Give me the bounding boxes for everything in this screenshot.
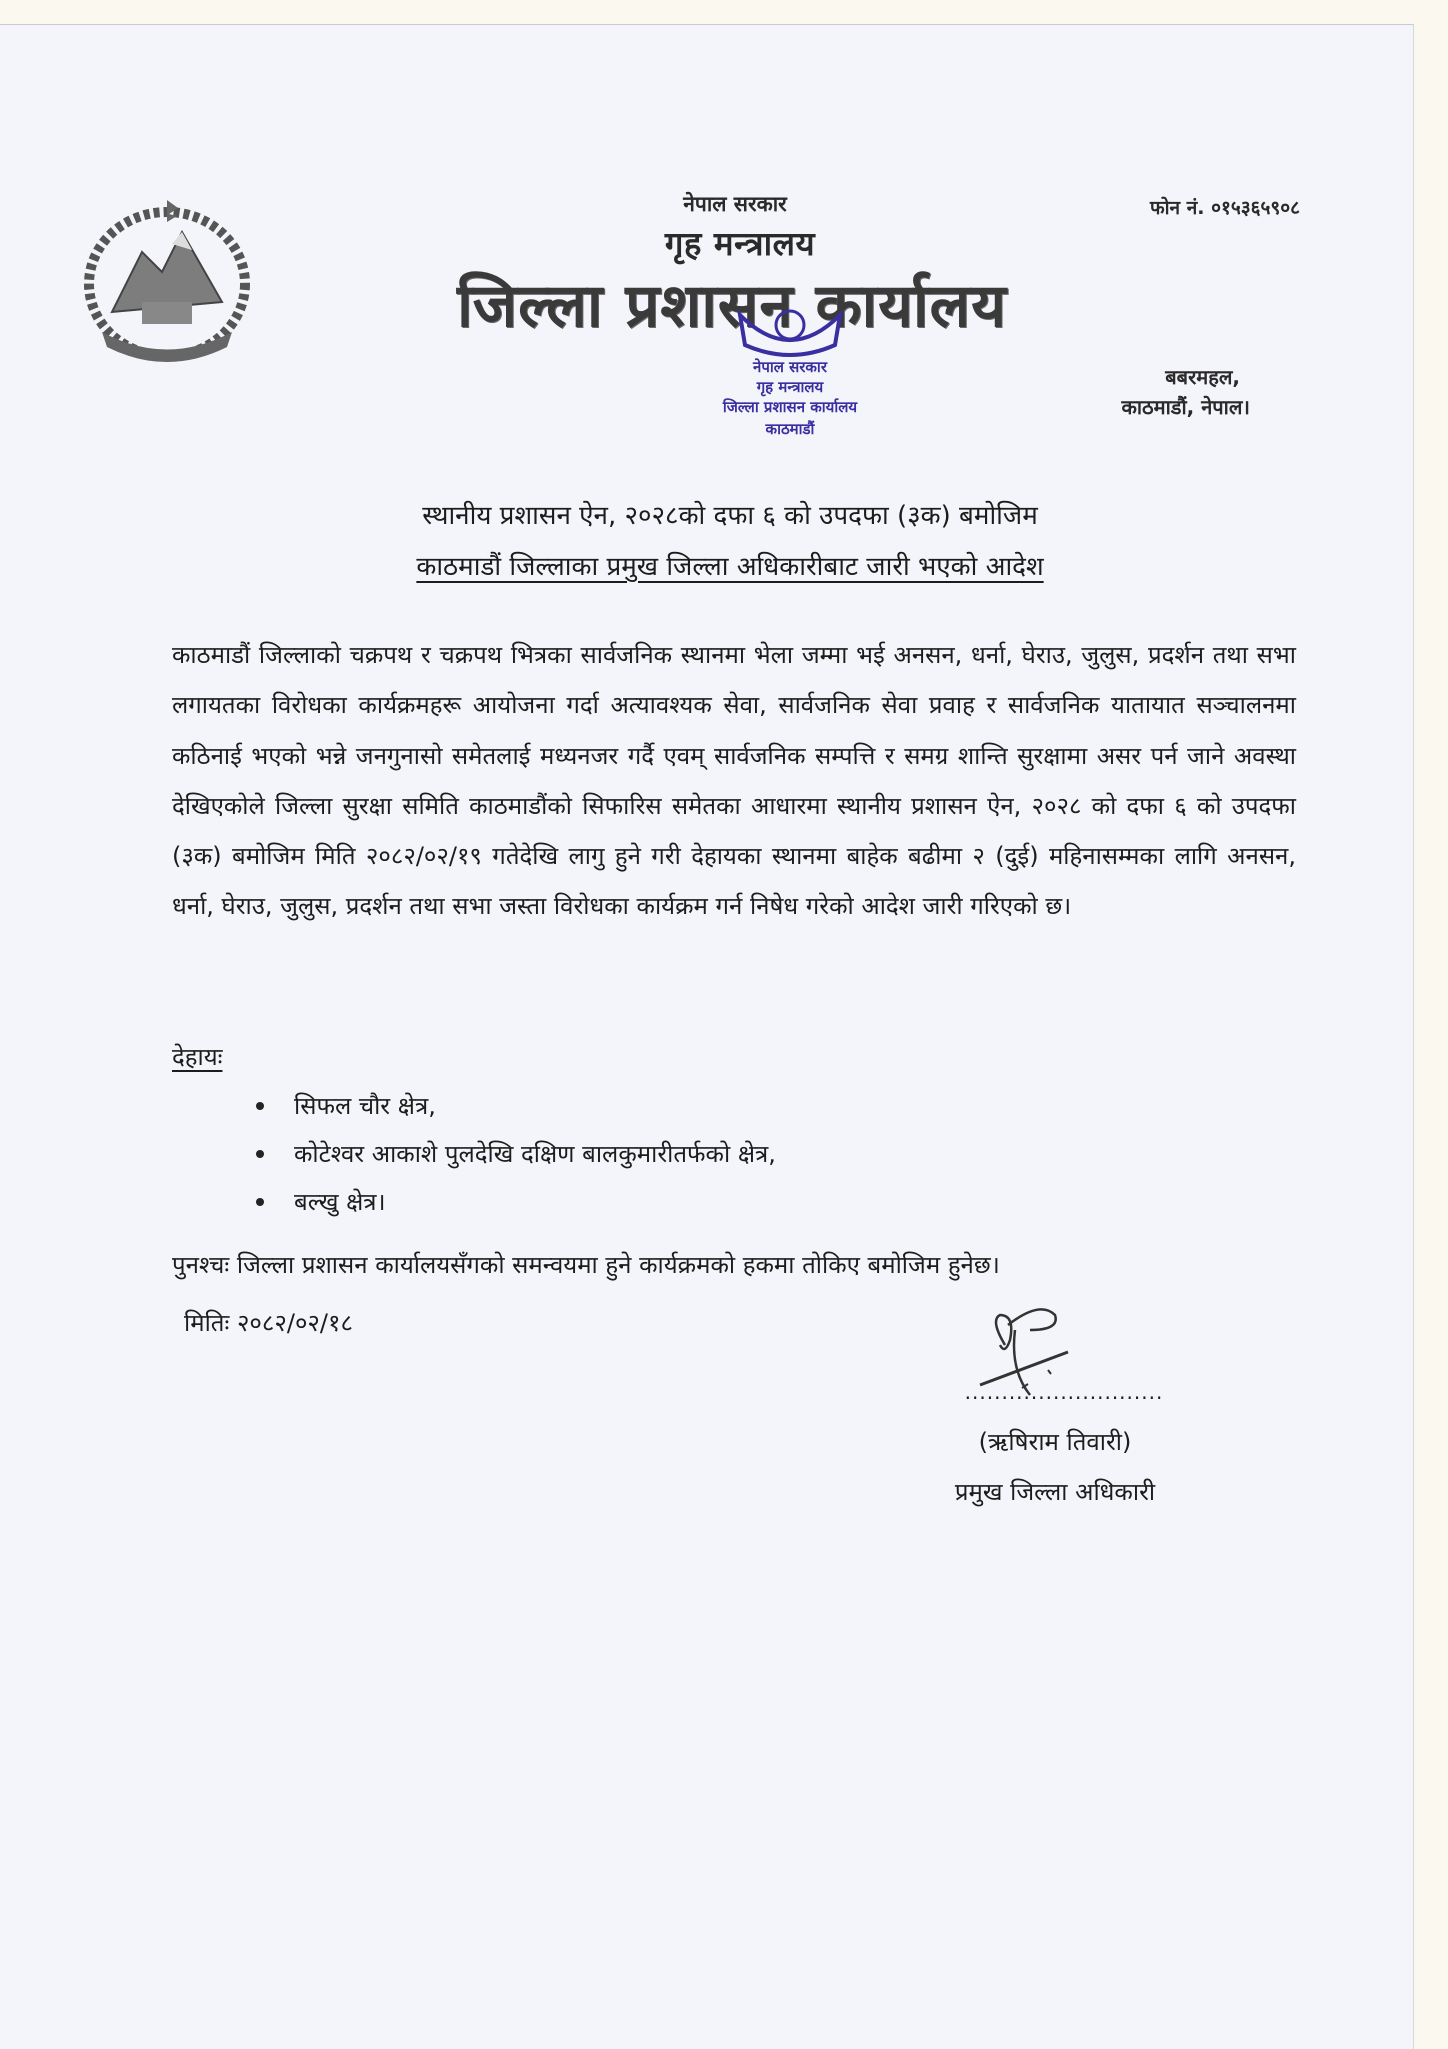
exception-text: बल्खु क्षेत्र।: [294, 1188, 386, 1216]
order-subheading: [300, 547, 1160, 583]
postscript: पुनश्चः जिल्ला प्रशासन कार्यालयसँगको समन्वयमा हुने कार्यक्रमको हकमा तोकिए बमोजिम हुनेछ।: [172, 1251, 1000, 1279]
address-line-1: बबरमहल,: [1165, 365, 1240, 389]
stamp-emblem-icon: [730, 305, 850, 360]
bullet-icon: [256, 1102, 264, 1110]
bullet-icon: [256, 1150, 264, 1158]
stamp-line-4: काठमाडौं: [765, 420, 815, 438]
ministry-name: गृह मन्त्रालय: [664, 224, 816, 263]
nepal-emblem-icon: [72, 192, 262, 364]
order-subheading-text: काठमाडौं जिल्लाका प्रमुख जिल्ला अधिकारीबाट जारी भएको आदेश: [416, 552, 1044, 582]
office-name: जिल्ला प्रशासन कार्यालय: [457, 271, 1007, 341]
bullet-icon: [256, 1198, 264, 1206]
exceptions-label: देहायः: [172, 1043, 223, 1071]
issue-date: मितिः २०८२/०२/१८: [184, 1309, 353, 1337]
exception-item: [256, 1130, 776, 1178]
phone-number: फोन नं. ०१५३६५९०८: [1149, 197, 1300, 219]
exception-text: कोटेश्वर आकाशे पुलदेखि दक्षिण बालकुमारीतर्फको क्षेत्र,: [294, 1140, 776, 1168]
signature-line: ...........................: [964, 1380, 1164, 1404]
stamp-line-1: नेपाल सरकार: [753, 358, 827, 376]
office-stamp: [690, 305, 890, 445]
exception-item: [256, 1082, 776, 1130]
address-line-2: काठमाडौं, नेपाल।: [1121, 395, 1250, 419]
exception-item: [256, 1178, 776, 1226]
exceptions-list: [256, 1082, 776, 1226]
signatory-name: (ऋषिराम तिवारी): [978, 1428, 1132, 1456]
signatory-title: प्रमुख जिल्ला अधिकारी: [954, 1478, 1156, 1506]
order-paragraph: काठमाडौं जिल्लाको चक्रपथ र चक्रपथ भित्रका सार्वजनिक स्थानमा भेला जम्मा भई अनसन, धर्ना, घेराउ, जुलुस, प्रदर्शन तथा सभा लगायतका विरोधका कार्यक्रमहरू आयोजना गर्दा अत्यावश्यक सेवा, सार्वजनिक सेवा प्रवाह र सार्वजनिक यातायात सञ्चालनमा कठिनाई भएको भन्ने जनगुनासो समेतलाई मध्यनजर गर्दै एवम् सार्वजनिक सम्पत्ति र समग्र शान्ति सुरक्षामा असर पर्न जाने अवस्था देखिएकोले जिल्ला सुरक्षा समिति काठमाडौंको सिफारिस समेतका आधारमा स्थानीय प्रशासन ऐन, २०२८ को दफा ६ को उपदफा (३क) बमोजिम मिति २०८२/०२/१९ गतेदेखि लागु हुने गरी देहायका स्थानमा बाहेक बढीमा २ (दुई) महिनासम्मका लागि अनसन, धर्ना, घेराउ, जुलुस, प्रदर्शन तथा सभा जस्ता विरोधका कार्यक्रम गर्न निषेध गरेको आदेश जारी गरिएको छ।: [172, 641, 1296, 921]
stamp-line-2: गृह मन्त्रालय: [756, 378, 824, 396]
government-name: नेपाल सरकार: [683, 192, 787, 216]
order-heading: स्थानीय प्रशासन ऐन, २०२८को दफा ६ को उपदफा (३क) बमोजिम: [422, 501, 1038, 531]
exception-text: सिफल चौर क्षेत्र,: [294, 1092, 436, 1120]
stamp-line-3: जिल्ला प्रशासन कार्यालय: [722, 398, 858, 416]
